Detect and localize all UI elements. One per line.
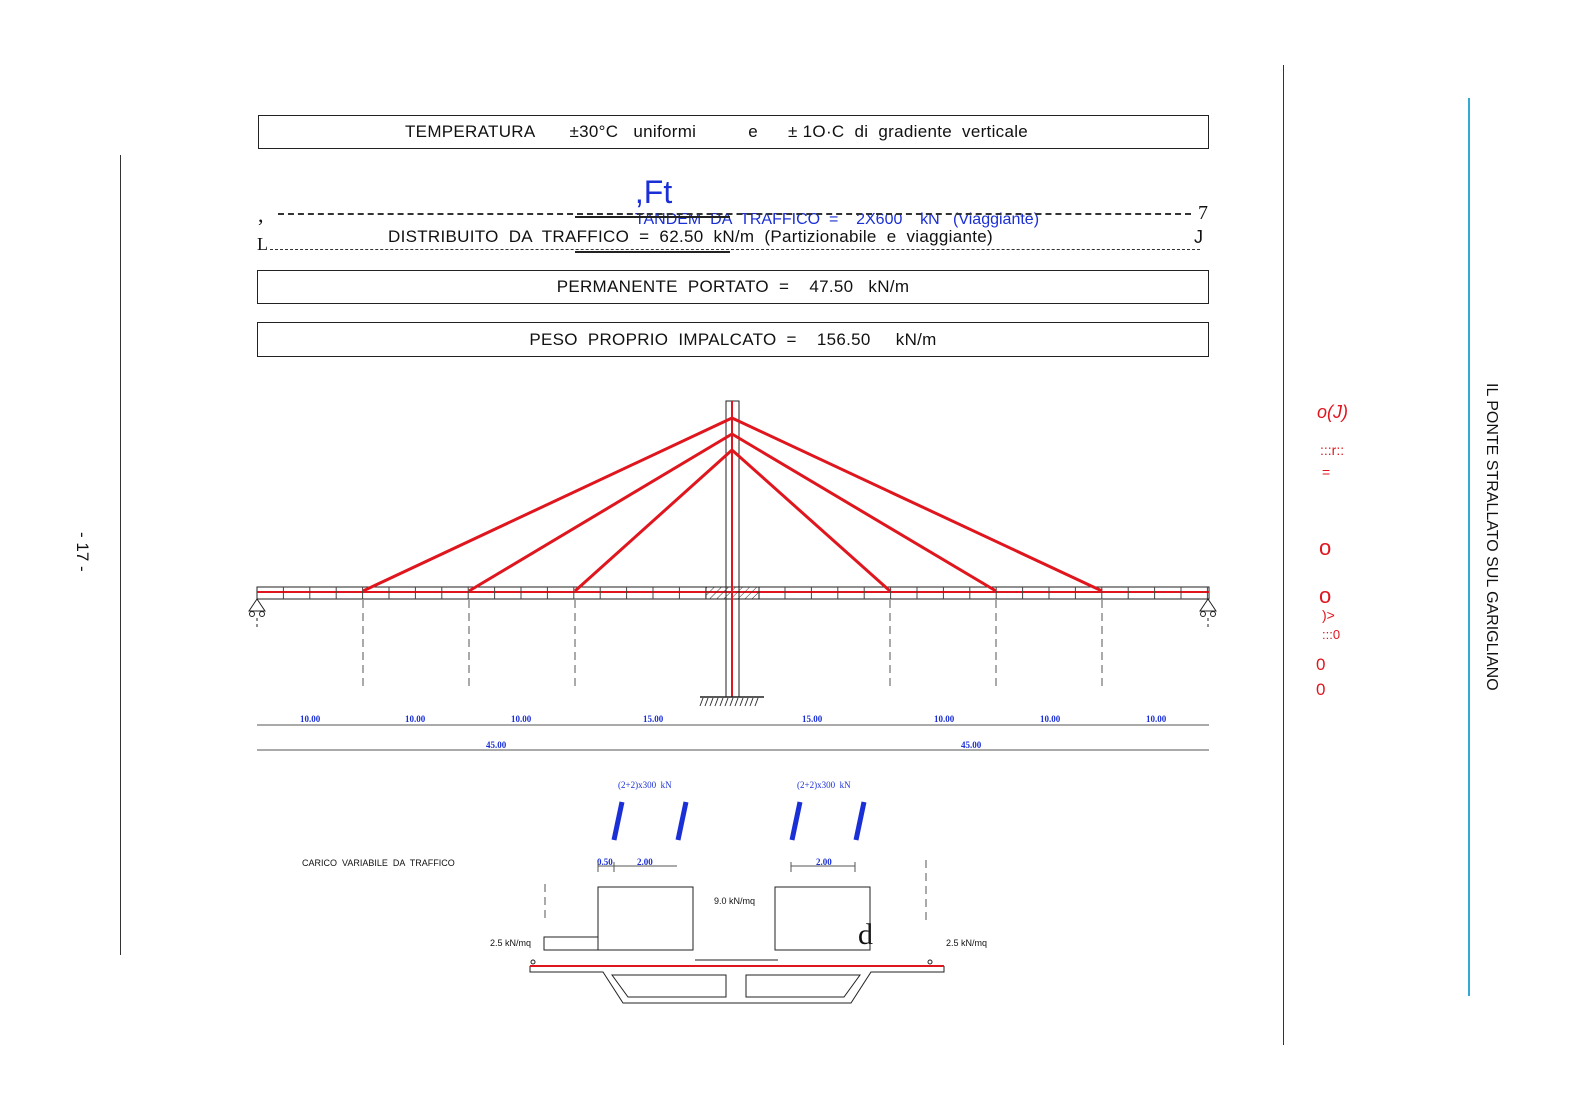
wheel-load-arrows bbox=[614, 802, 864, 840]
margin-mark: 0 bbox=[1316, 655, 1326, 674]
half-span-dim: 45.00 bbox=[961, 740, 982, 750]
distributed-left-mark: , bbox=[258, 202, 264, 227]
section-caption: CARICO VARIABILE DA TRAFFICO bbox=[302, 858, 455, 868]
tandem-load-boxes bbox=[544, 887, 870, 960]
half-span-dim: 45.00 bbox=[486, 740, 507, 750]
temperature-uniform: ±30°C uniformi bbox=[569, 122, 697, 141]
side-load-left: 2.5 kN/mq bbox=[490, 938, 532, 948]
span-dim: 10.00 bbox=[405, 714, 426, 724]
distributed-right-mark: 7 bbox=[1198, 202, 1208, 224]
margin-mark: 0 bbox=[1316, 680, 1326, 699]
temperature-label: TEMPERATURA bbox=[405, 122, 536, 141]
margin-mark: )> bbox=[1322, 607, 1335, 623]
dim-200-right: 2.00 bbox=[816, 857, 832, 867]
side-title: IL PONTE STRALLATO SUL GARIGLIANO bbox=[1483, 383, 1500, 691]
margin-mark: :::0 bbox=[1322, 627, 1341, 642]
margin-mark: o bbox=[1319, 583, 1332, 608]
span-dim: 10.00 bbox=[934, 714, 955, 724]
distributed-right-letter: J bbox=[1194, 227, 1203, 247]
tandem-symbol: ,Ft bbox=[634, 174, 673, 210]
temperature-e: e bbox=[748, 122, 759, 141]
distributed-label: DISTRIBUITO DA TRAFFICO = 62.50 kN/m (Partizionabile e viaggiante) bbox=[388, 227, 993, 246]
span-dim: 10.00 bbox=[300, 714, 321, 724]
margin-mark: o(J) bbox=[1317, 402, 1348, 422]
margin-mark: o bbox=[1319, 535, 1332, 560]
stray-letter: d bbox=[858, 918, 873, 951]
margin-mark: = bbox=[1322, 464, 1331, 480]
side-load-right: 2.5 kN/mq bbox=[946, 938, 988, 948]
distributed-left-letter: L bbox=[257, 234, 268, 254]
tandem-label: TANDEM DA TRAFFICO = 2X600 kN (Viaggiante) bbox=[634, 211, 1040, 228]
span-dim: 10.00 bbox=[1146, 714, 1167, 724]
self-weight-label: PESO PROPRIO IMPALCATO = 156.50 kN/m bbox=[529, 329, 937, 349]
span-dim: 10.00 bbox=[511, 714, 532, 724]
span-dim: 10.00 bbox=[1040, 714, 1061, 724]
section-dimension-ticks bbox=[598, 862, 855, 872]
axle-load-left: (2+2)x300 kN bbox=[618, 780, 672, 790]
center-load-label: 9.0 kN/mq bbox=[714, 896, 756, 906]
dim-050: 0.50 bbox=[597, 857, 613, 867]
span-dim: 15.00 bbox=[643, 714, 664, 724]
span-dim: 15.00 bbox=[802, 714, 823, 724]
section-guides bbox=[545, 860, 926, 920]
page-number: - 17 - bbox=[73, 532, 92, 572]
permanent-label: PERMANENTE PORTATO = 47.50 kN/m bbox=[556, 277, 910, 296]
temperature-gradient: ± 1O·C di gradiente verticale bbox=[788, 122, 1029, 141]
dim-200-left: 2.00 bbox=[637, 857, 653, 867]
axle-load-right: (2+2)x300 kN bbox=[797, 780, 851, 790]
margin-mark: :::r:: bbox=[1320, 442, 1345, 458]
box-girder bbox=[530, 960, 944, 1003]
